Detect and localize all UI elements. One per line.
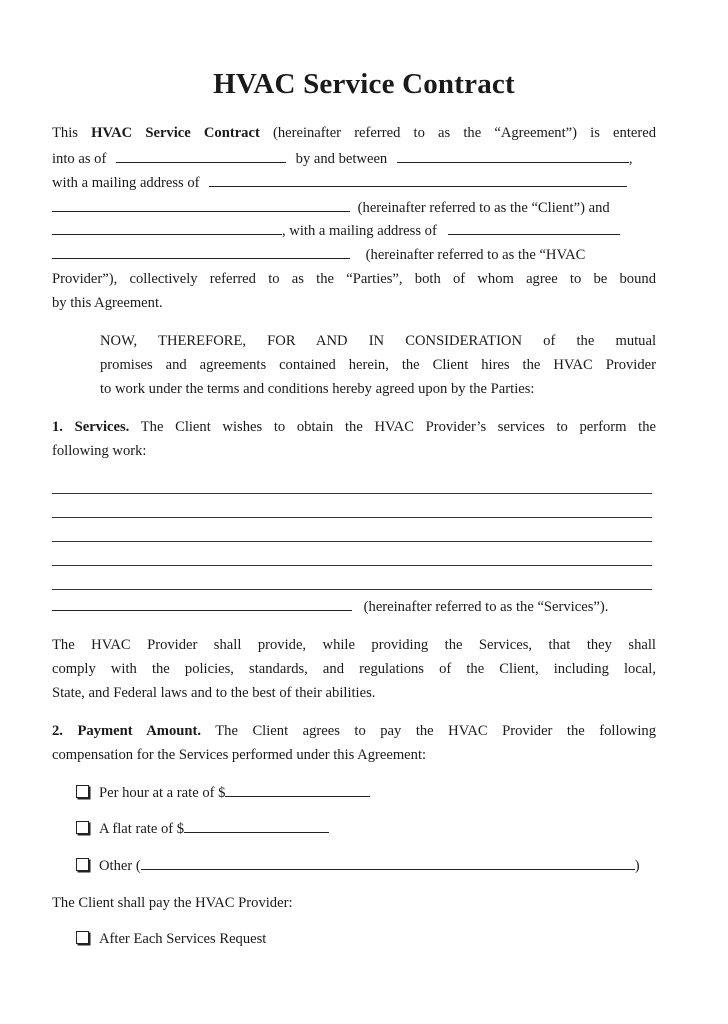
intro-text: This bbox=[52, 125, 92, 141]
intro-line-3 bbox=[52, 173, 656, 192]
services-heading: 1. Services. bbox=[52, 419, 130, 435]
payment-option-other bbox=[76, 856, 680, 875]
payment-line-2: compensation for the Services performed under this Agreement: bbox=[52, 747, 427, 763]
services-description-line-6[interactable] bbox=[52, 597, 352, 611]
intro-text: into as of bbox=[52, 151, 107, 167]
payment-heading: 2. Payment Amount. bbox=[52, 723, 202, 739]
consideration-line-1: NOW, THEREFORE, FOR AND IN CONSIDERATION of the mutual bbox=[100, 333, 656, 349]
intro-text: (hereinafter referred to as the “Client”) and bbox=[357, 200, 610, 216]
checkbox-icon[interactable] bbox=[76, 858, 89, 871]
pay-schedule-label: The Client shall pay the HVAC Provider: bbox=[52, 895, 293, 911]
client-address-field[interactable] bbox=[209, 173, 627, 187]
services-line-tail bbox=[52, 597, 656, 616]
checkbox-icon[interactable] bbox=[76, 785, 89, 798]
intro-line-8: by this Agreement. bbox=[52, 295, 163, 311]
consideration-line-2: promises and agreements contained herein, the Client hires the HVAC Provider bbox=[100, 357, 656, 373]
payment-option-flat bbox=[76, 819, 680, 838]
intro-line-4 bbox=[52, 198, 656, 217]
payment-text: The Client agrees to pay the HVAC Provider the following bbox=[201, 723, 656, 739]
option-label: Per hour at a rate of $ bbox=[99, 785, 226, 801]
services-description-line-3[interactable] bbox=[52, 541, 652, 542]
checkbox-icon[interactable] bbox=[76, 821, 89, 834]
flat-rate-field[interactable] bbox=[184, 819, 329, 833]
services-description-line-4[interactable] bbox=[52, 565, 652, 566]
services-description-line-2[interactable] bbox=[52, 517, 652, 518]
agreement-name: HVAC Service Contract bbox=[91, 125, 260, 141]
option-label: After Each Services Request bbox=[99, 931, 267, 947]
services-description-line-5[interactable] bbox=[52, 589, 652, 590]
comply-line-2: comply with the policies, standards, and regulations of the Client, including local, bbox=[52, 661, 656, 677]
intro-text: (hereinafter referred to as the “HVAC bbox=[365, 247, 586, 263]
comply-line-3: State, and Federal laws and to the best of their abilities. bbox=[52, 685, 376, 701]
pay-option-after-each bbox=[76, 930, 680, 948]
intro-line-6 bbox=[52, 245, 656, 264]
option-label: ) bbox=[634, 858, 640, 874]
client-name-field[interactable] bbox=[397, 149, 629, 163]
provider-address-field-2[interactable] bbox=[52, 245, 350, 259]
intro-line-1 bbox=[52, 124, 656, 142]
intro-line-2: into as of by and between , bbox=[52, 151, 633, 167]
services-text: (hereinafter referred to as the “Services”). bbox=[363, 599, 609, 615]
effective-date-field[interactable] bbox=[116, 149, 286, 163]
option-label: Other ( bbox=[99, 858, 141, 874]
provider-name-field[interactable] bbox=[52, 221, 282, 235]
client-address-field-2[interactable] bbox=[52, 198, 350, 212]
intro-text: by and between bbox=[295, 151, 388, 167]
intro-text: (hereinafter referred to as the “Agreement”) is entered bbox=[259, 125, 656, 141]
services-description-line-1[interactable] bbox=[52, 493, 652, 494]
intro-text: with a mailing address of bbox=[52, 175, 200, 191]
payment-option-hourly bbox=[76, 783, 680, 802]
document-title: HVAC Service Contract bbox=[213, 68, 515, 100]
intro-line-7: Provider”), collectively referred to as the “Parties”, both of whom agree to be bound bbox=[52, 271, 656, 287]
payment-line-1 bbox=[52, 722, 656, 740]
services-line-2: following work: bbox=[52, 443, 147, 459]
services-line-1 bbox=[52, 418, 656, 436]
consideration-line-3: to work under the terms and conditions hereby agreed upon by the Parties: bbox=[100, 381, 535, 397]
option-label: A flat rate of $ bbox=[99, 821, 185, 837]
services-text: The Client wishes to obtain the HVAC Provider’s services to perform the bbox=[129, 419, 656, 435]
other-payment-field[interactable] bbox=[141, 856, 635, 870]
hourly-rate-field[interactable] bbox=[225, 783, 370, 797]
comply-line-1: The HVAC Provider shall provide, while providing the Services, that they shall bbox=[52, 637, 656, 653]
provider-address-field[interactable] bbox=[448, 221, 620, 235]
intro-line-5 bbox=[52, 221, 656, 240]
checkbox-icon[interactable] bbox=[76, 931, 89, 944]
intro-text: , with a mailing address of bbox=[282, 223, 437, 239]
